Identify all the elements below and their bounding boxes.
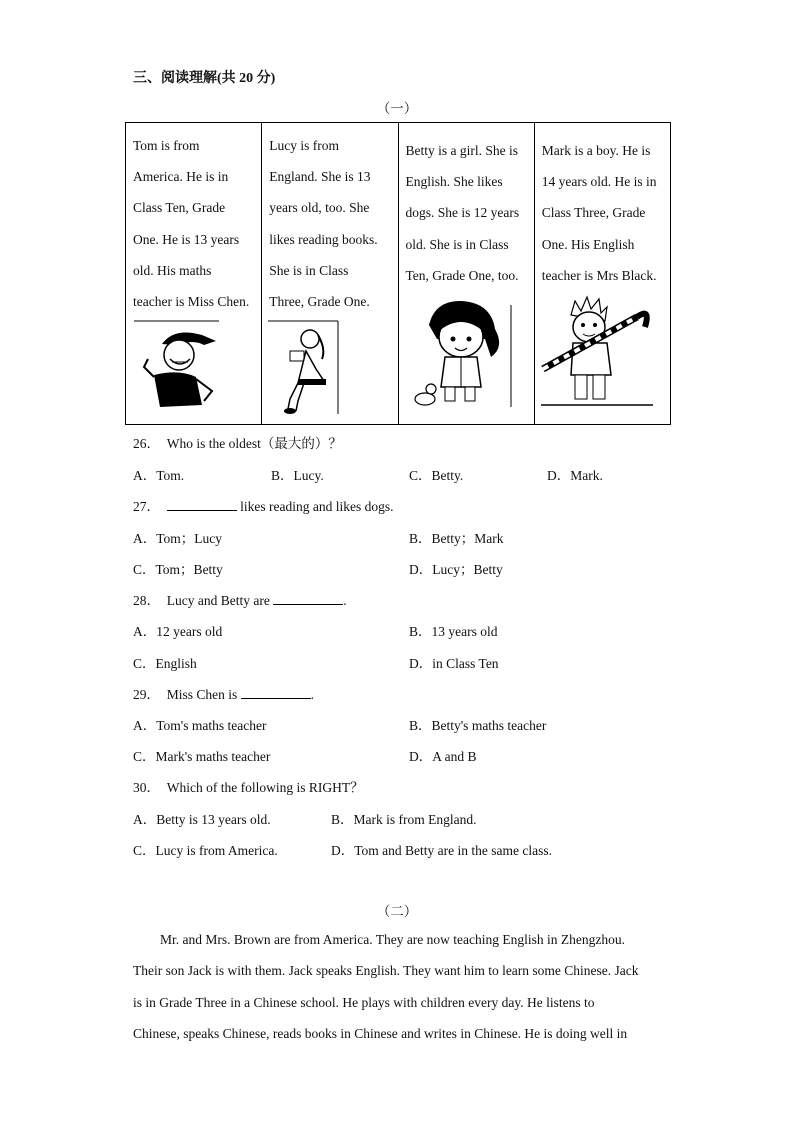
option-c[interactable]: C．Tom；Betty [133,562,223,577]
option-b[interactable]: B．Betty；Mark [409,531,504,546]
option-d[interactable]: D．in Class Ten [409,656,499,671]
cell-line: likes reading books. [269,231,378,247]
option-d[interactable]: D．A and B [409,749,477,764]
question-text-end: . [343,593,347,608]
option-c[interactable]: C．English [133,656,197,671]
cell-line: old. She is in Class [405,236,509,252]
cell-line: Class Ten, Grade [133,200,226,216]
option-a[interactable]: A．12 years old [133,624,223,639]
question-number: 26． [133,436,160,451]
lucy-illustration [268,319,348,414]
option-a[interactable]: A．Betty is 13 years old. [133,812,271,827]
part2-label: （二） [376,904,418,919]
question-number: 30． [133,780,160,795]
option-a[interactable]: A．Tom. [133,468,185,483]
cell-line: One. His English [541,236,635,252]
question-26 [133,432,342,452]
passage-line: Their son Jack is with them. Jack speaks English. They want him to learn some Chinese. Jack [133,963,639,978]
cell-line: old. His maths [133,262,212,278]
cell-line: dogs. She is 12 years [405,205,520,221]
cell-line: Betty is a girl. She is [405,143,518,158]
question-text-end: . [310,687,315,702]
cell-line: 14 years old. He is in [541,174,657,190]
option-d[interactable]: D．Tom and Betty are in the same class. [331,843,552,858]
option-a[interactable]: A．Tom；Lucy [133,531,223,546]
question-text: Who is the oldest（最大的）？ [166,436,342,451]
mark-illustration [541,293,661,413]
answer-blank[interactable] [273,592,343,605]
tom-illustration [134,319,224,414]
cell-line: She is in Class [269,262,349,278]
cell-line: Class Three, Grade [541,205,646,221]
question-number: 27． [133,499,160,514]
cell-line: years old, too. She [269,200,370,216]
betty-cell [398,123,534,425]
option-b[interactable]: B．Lucy. [271,468,324,483]
question-number: 28． [133,593,160,608]
option-d[interactable]: D．Lucy；Betty [409,562,503,577]
cell-line: One. He is 13 years [133,231,240,247]
passage-table [125,122,671,425]
passage-line: is in Grade Three in a Chinese school. He plays with children every day. He listens to [133,995,595,1010]
lucy-cell [262,123,398,425]
mark-cell [534,123,670,425]
question-number: 29． [133,687,160,702]
option-b[interactable]: B．Betty's maths teacher [409,718,547,733]
passage-line: Chinese, speaks Chinese, reads books in Chinese and writes in Chinese. He is doing well in [133,1026,628,1041]
cell-line: Mark is a boy. He is [541,143,651,158]
option-d[interactable]: D．Mark. [547,468,603,483]
option-a[interactable]: A．Tom's maths teacher [133,718,267,733]
cell-line: Three, Grade One. [269,294,370,310]
cell-line: England. She is 13 [269,169,371,185]
question-text: Lucy and Betty are [166,593,274,608]
cell-line: Ten, Grade One, too. [405,267,519,283]
option-c[interactable]: C．Mark's maths teacher [133,749,271,764]
cell-line: English. She likes [405,174,503,190]
cell-line: teacher is Mrs Black. [541,267,657,283]
passage-line: Mr. and Mrs. Brown are from America. They are now teaching English in Zhengzhou. [160,932,626,947]
cell-line: America. He is in [133,169,229,185]
question-27 [133,495,393,515]
question-text: Which of the following is RIGHT？ [166,780,364,795]
answer-blank[interactable] [241,686,311,699]
tom-cell [126,123,262,425]
part1-label: （一） [376,101,418,116]
question-29 [133,683,314,703]
question-text: Miss Chen is [166,687,241,702]
cell-line: Lucy is from [269,138,339,153]
question-text: likes reading and likes dogs. [236,499,394,514]
option-b[interactable]: B．Mark is from England. [331,812,477,827]
option-c[interactable]: C．Betty. [409,468,464,483]
section-heading: 三、阅读理解(共 20 分) [133,71,276,86]
option-c[interactable]: C．Lucy is from America. [133,843,278,858]
option-b[interactable]: B．13 years old [409,624,498,639]
cell-line: Tom is from [133,138,200,153]
question-30 [133,776,364,796]
cell-line: teacher is Miss Chen. [133,294,250,310]
betty-illustration [407,295,525,410]
question-28 [133,589,347,609]
answer-blank[interactable] [167,498,237,511]
